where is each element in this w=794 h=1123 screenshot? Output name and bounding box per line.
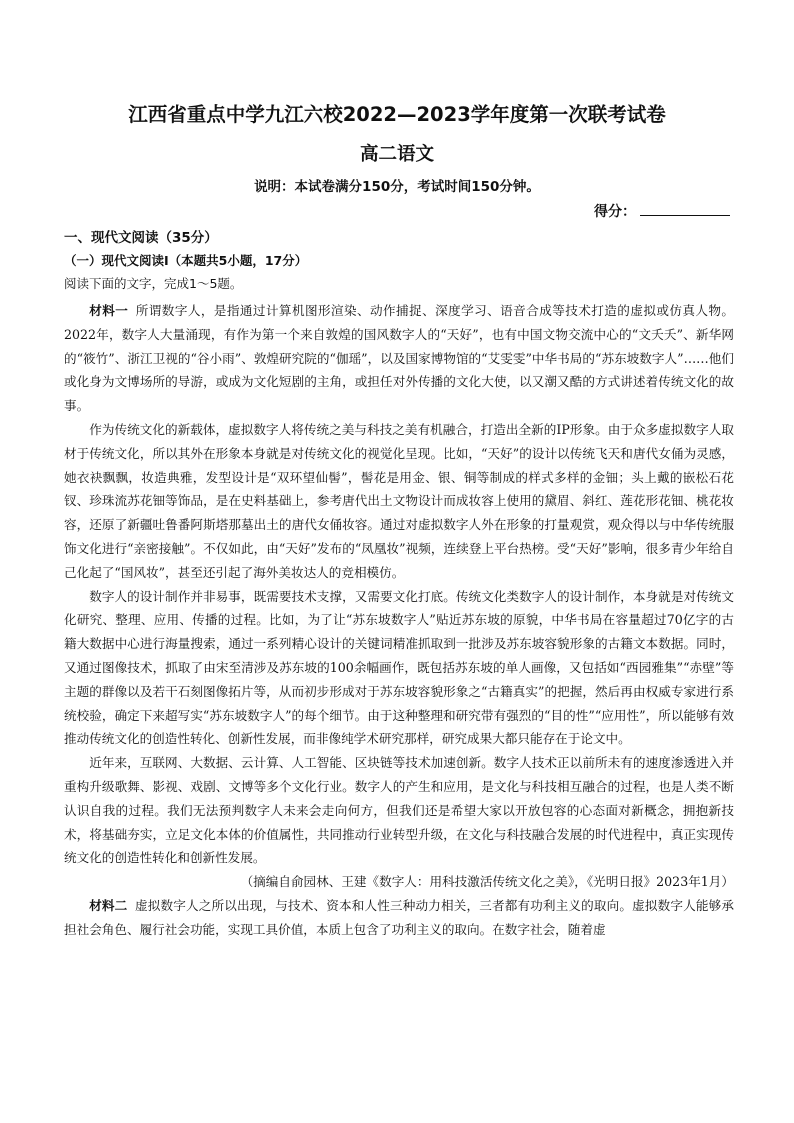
subsection-heading: （一）现代文阅读Ⅰ（本题共5小题，17分）	[64, 253, 308, 268]
passage-body	[64, 299, 734, 942]
material2-paragraph-1	[64, 894, 734, 942]
reading-instruction: 阅读下面的文字，完成1～5题。	[64, 276, 243, 291]
material1-source: （摘编自俞园林、王建《数字人：用科技激活传统文化之美》，《光明日报》2023年1月）	[240, 874, 734, 890]
score-blank[interactable]	[640, 201, 730, 216]
exam-subject: 高二语文	[359, 144, 434, 165]
section-heading: 一、现代文阅读（35分）	[64, 230, 218, 246]
exam-note: 说明：本试卷满分150分，考试时间150分钟。	[254, 179, 540, 195]
material2-label: 材料二	[89, 897, 128, 913]
exam-title: 江西省重点中学九江六校2022—2023学年度第一次联考试卷	[128, 103, 666, 126]
material1-paragraph-4: 近年来，互联网、大数据、云计算、人工智能、区块链等技术加速创新。数字人技术正以前所未有的速度渗透进入并重构升级歌舞、影视、戏剧、文博等多个文化行业。数字人的产生和应用，是文化与科技相互融合的过程，也是人类不断认识自我的过程。我们无法预判数字人未来会走向何方，但我们还是希望大家以开放包容的心态面对新概念，拥抱新技术，将基础夯实，立足文化本体的价值属性，共同推动行业转型升级，在文化与科技融合发展的时代进程中，真正实现传统文化的创造性转化和创新性发展。	[64, 755, 734, 866]
score-field	[594, 201, 734, 221]
score-label: 得分：	[594, 204, 636, 220]
material1-text-1: 所谓数字人，是指通过计算机图形渲染、动作捕捉、深度学习、语音合成等技术打造的虚拟或仿真人物。2022年，数字人大量涌现，有作为第一个来自敦煌的国风数字人的“天好”，也有中国文物交流中心的“文夭夭”、新华网的“筱竹”、浙江卫视的“谷小雨”、敦煌研究院的“伽瑶”，以及国家博物馆的“艾雯雯”中华书局的“苏东坡数字人”……他们或化身为文博场所的导游，或成为文化短剧的主角，或担任对外传播的文化大使，以又潮又酷的方式讲述着传统文化的故事。	[64, 303, 735, 414]
material1-paragraph-3: 数字人的设计制作并非易事，既需要技术支撑，又需要文化打底。传统文化类数字人的设计制作，本身就是对传统文化研究、整理、应用、传播的过程。比如，为了让“苏东坡数字人”贴近苏东坡的原貌，中华书局在容量超过70亿字的古籍大数据中心进行海量搜索，通过一系列精心设计的关键词精准抓取到一批涉及苏东坡容貌形象的古籍文本数据。同时，又通过图像技术，抓取了由宋至清涉及苏东坡的100余幅画作，既包括苏东坡的单人画像，又包括如“西园雅集”“赤壁”等主题的群像以及若干石刻图像拓片等，从而初步形成对于苏东坡容貌形象之“古籍真实”的把握，然后再由权威专家进行系统校验，确定下来超写实“苏东坡数字人”的每个细节。由于这种整理和研究带有强烈的“目的性”“应用性”，所以能够有效推动传统文化的创造性转化、创新性发展，而非像纯学术研究那样，研究成果大都只能存在于论文中。	[64, 588, 734, 747]
material2-text: 虚拟数字人之所以出现，与技术、资本和人性三种动力相关，三者都有功利主义的取向。虚拟数字人能够承担社会角色、履行社会功能，实现工具价值，本质上包含了功利主义的取向。在数字社会，随着虚	[64, 897, 735, 937]
material1-label: 材料一	[89, 303, 129, 318]
material1-paragraph-2: 作为传统文化的新载体，虚拟数字人将传统之美与科技之美有机融合，打造出全新的IP形象。由于众多虚拟数字人取材于传统文化，所以其外在形象本身就是对传统文化的视觉化呈现。比如，“天好”的设计以传统飞天和唐代女俑为灵感，她衣袂飘飘，妆造典雅，发型设计是“双环望仙髻”，髻花是用金、银、铜等制成的样式多样的金钿；头上戴的嵌松石花钗、珍珠流苏花钿等饰品，是在史料基础上，参考唐代出土文物设计而成妆容上使用的黛眉、斜红、莲花形花钿、桃花妆容，还原了新疆吐鲁番阿斯塔那墓出土的唐代女俑妆容。通过对虚拟数字人外在形象的打量观赏，观众得以与中华传统服饰文化进行“亲密接触”。不仅如此，由“天好”发布的“凤凰妆”视频，连续登上平台热榜。受“天好”影响，很多青少年给自己化起了“国风妆”，甚至还引起了海外美妆达人的竞相模仿。	[64, 421, 734, 580]
material1-paragraph-1	[64, 299, 734, 418]
